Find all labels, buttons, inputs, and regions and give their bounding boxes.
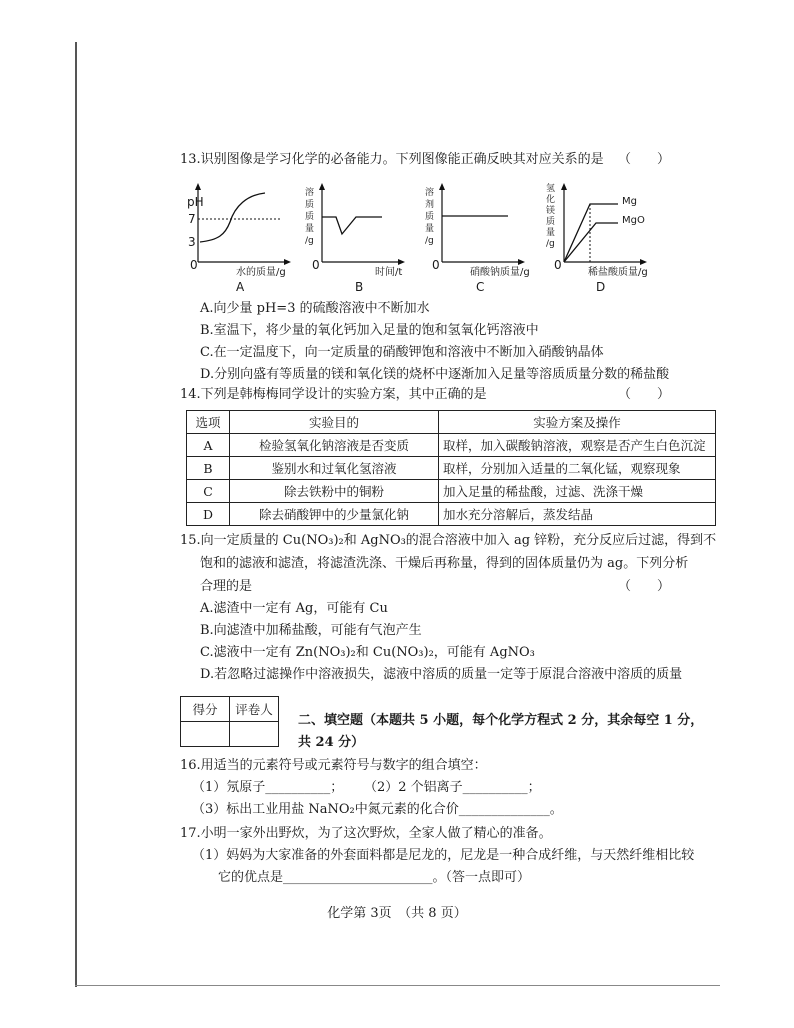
score-field[interactable] (181, 722, 230, 747)
graph-d-xlabel: 稀盐酸质量/g (588, 267, 648, 278)
q17-part1-line1: （1）妈妈为大家准备的外套面料都是尼龙的，尼龙是一种合成纤维，与天然纤维相比较 (192, 848, 695, 863)
graph-a-tick-7: 7 (188, 212, 196, 226)
row-purpose: 检验氢氧化钠溶液是否变质 (230, 434, 439, 457)
row-purpose: 除去硝酸钾中的少量氯化钠 (230, 503, 439, 526)
table-row (187, 434, 716, 457)
graph-b-origin: 0 (312, 258, 320, 272)
table-row (187, 503, 716, 526)
q15-answer-bracket: （ ） (618, 579, 671, 594)
q16-stem: 16.用适当的元素符号或元素符号与数字的组合填空： (180, 758, 487, 773)
score-box (180, 696, 279, 747)
table-row (187, 480, 716, 503)
graph-d-series-mg: Mg (622, 196, 637, 207)
row-method: 加入足量的稀盐酸，过滤、洗涤干燥 (439, 480, 716, 503)
graph-c-origin: 0 (432, 258, 440, 272)
row-purpose: 除去铁粉中的铜粉 (230, 480, 439, 503)
grader-label: 评卷人 (230, 697, 279, 722)
q15-stem-line2: 饱和的滤液和滤渣，将滤渣洗涤、干燥后再称量，得到的固体质量仍为 ag。下列分析 (200, 556, 689, 571)
q14-table (186, 410, 716, 526)
page-footer: 化学第 3页 （共 8 页） (327, 906, 467, 921)
q13-stem: 13.识别图像是学习化学的必备能力。下列图像能正确反映其对应关系的是 (180, 152, 604, 167)
header-purpose: 实验目的 (230, 411, 439, 434)
q16-part3: （3）标出工业用盐 NaNO₂中氮元素的化合价______________。 (192, 802, 563, 817)
q15-stem-line1: 15.向一定质量的 Cu(NO₃)₂和 AgNO₃的混合溶液中加入 ag 锌粉，充分反应后过滤，得到不 (180, 533, 717, 548)
q14-answer-bracket: （ ） (618, 387, 671, 402)
row-method: 取样，分别加入适量的二氧化锰，观察现象 (439, 457, 716, 480)
graph-b-letter: B (355, 280, 364, 294)
row-option: D (187, 503, 230, 526)
grader-field[interactable] (230, 722, 279, 747)
graph-d-ylabel: 氢 化 镁 质 量 /g (546, 184, 556, 249)
q13-option-b: B.室温下，将少量的氧化钙加入足量的饱和氢氧化钙溶液中 (200, 323, 539, 338)
header-option: 选项 (187, 411, 230, 434)
graph-d-origin: 0 (554, 258, 562, 272)
graph-d-series-mgo: MgO (622, 215, 645, 226)
q16-part2: （2）2 个铝离子__________； (364, 780, 541, 795)
q16-part1: （1）氖原子__________； (192, 780, 344, 795)
q15-option-b: B.向滤渣中加稀盐酸，可能有气泡产生 (200, 623, 422, 638)
graph-b-xlabel: 时间/t (375, 267, 403, 278)
graph-c-letter: C (476, 280, 485, 294)
q15-option-d: D.若忽略过滤操作中溶液损失，滤液中溶质的质量一定等于原混合溶液中溶质的质量 (200, 667, 683, 682)
q15-option-c: C.滤液中一定有 Zn(NO₃)₂和 Cu(NO₃)₂，可能有 AgNO₃ (200, 645, 535, 660)
q14-stem: 14.下列是韩梅梅同学设计的实验方案，其中正确的是 (180, 387, 487, 402)
row-option: C (187, 480, 230, 503)
graph-a-tick-3: 3 (188, 235, 196, 249)
score-label: 得分 (181, 697, 230, 722)
table-row (187, 457, 716, 480)
graph-b-ylabel: 溶 质 质 量 /g (305, 188, 315, 246)
q13-option-a: A.向少量 pH=3 的硫酸溶液中不断加水 (200, 301, 430, 316)
q15-stem-line3: 合理的是 (200, 579, 253, 594)
graph-a-origin: 0 (190, 258, 198, 272)
graph-c-xlabel: 硝酸钠质量/g (470, 267, 530, 278)
graph-a-xlabel: 水的质量/g (236, 267, 286, 278)
row-method: 加水充分溶解后，蒸发结晶 (439, 503, 716, 526)
page-bottom-edge (75, 985, 720, 986)
row-purpose: 鉴别水和过氧化氢溶液 (230, 457, 439, 480)
header-method: 实验方案及操作 (439, 411, 716, 434)
graph-c-ylabel: 溶 剂 质 量 /g (425, 188, 435, 246)
page-left-edge (75, 42, 77, 987)
q13-answer-bracket: （ ） (618, 152, 671, 167)
q17-part1-line2: 它的优点是_______________________。（答一点即可） (218, 870, 531, 885)
section2-title-line1: 二、填空题（本题共 5 小题，每个化学方程式 2 分，其余每空 1 分， (298, 713, 704, 728)
row-method: 取样，加入碳酸钠溶液，观察是否产生白色沉淀 (439, 434, 716, 457)
graph-a-letter: A (236, 280, 245, 294)
table-header-row (187, 411, 716, 434)
q17-stem: 17.小明一家外出野炊，为了这次野炊，全家人做了精心的准备。 (180, 826, 552, 841)
row-option: B (187, 457, 230, 480)
q15-option-a: A.滤渣中一定有 Ag，可能有 Cu (200, 601, 388, 616)
graph-d-letter: D (596, 280, 606, 294)
q13-option-d: D.分别向盛有等质量的镁和氧化镁的烧杯中逐渐加入足量等溶质质量分数的稀盐酸 (200, 367, 670, 382)
q13-option-c: C.在一定温度下，向一定质量的硝酸钾饱和溶液中不断加入硝酸钠晶体 (200, 345, 604, 360)
graph-a-ylabel: pH (187, 195, 204, 209)
section2-title-line2: 共 24 分） (298, 735, 365, 750)
row-option: A (187, 434, 230, 457)
